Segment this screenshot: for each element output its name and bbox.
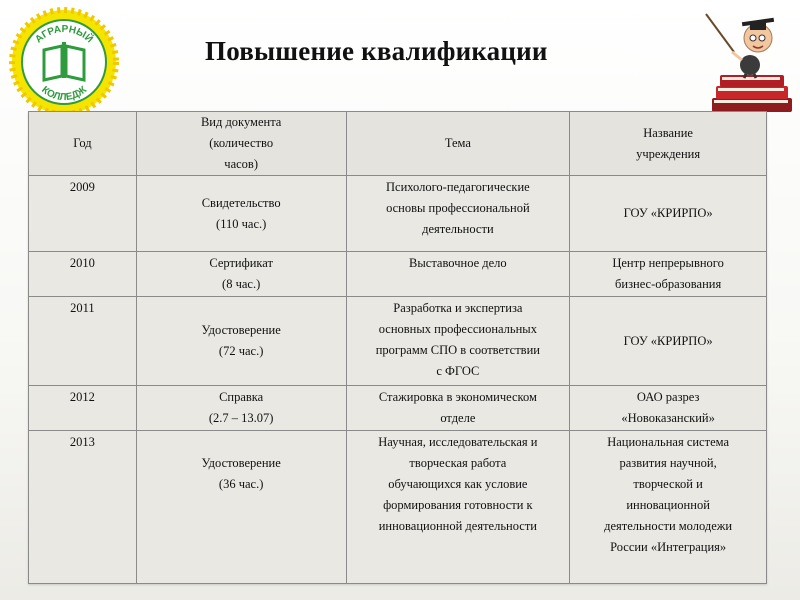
cell-year: 2009: [29, 176, 137, 252]
table-row: [29, 297, 767, 386]
table-row: [29, 252, 767, 297]
cell-document: Справка (2.7 – 13.07): [136, 386, 346, 431]
cell-year: 2011: [29, 297, 137, 386]
header-document: Вид документа (количество часов): [136, 112, 346, 176]
college-logo: [8, 6, 120, 118]
table-row: [29, 176, 767, 252]
table-header-row: [29, 112, 767, 176]
books-stack-icon: [712, 75, 792, 112]
page-title: Повышение квалификации: [205, 36, 548, 66]
cell-topic: Разработка и экспертиза основных профессиональных программ СПО в соответствии с ФГОС: [346, 297, 570, 386]
cell-institution: ГОУ «КРИРПО»: [570, 176, 767, 252]
book-icon: [44, 42, 84, 80]
header-topic: Тема: [346, 112, 570, 176]
cell-document: Удостоверение (36 час.): [136, 431, 346, 584]
cell-document: Удостоверение (72 час.): [136, 297, 346, 386]
cell-institution: Национальная система развития научной, творческой и инновационной деятельности молодежи России «Интеграция»: [570, 431, 767, 584]
cell-document: Свидетельство (110 час.): [136, 176, 346, 252]
cell-document: Сертификат (8 час.): [136, 252, 346, 297]
cell-year: 2010: [29, 252, 137, 297]
cell-year: 2012: [29, 386, 137, 431]
table-row: [29, 431, 767, 584]
cell-year: 2013: [29, 431, 137, 584]
cell-institution: ГОУ «КРИРПО»: [570, 297, 767, 386]
table-row: [29, 386, 767, 431]
professor-mascot-icon: [698, 0, 798, 120]
cell-institution: Центр непрерывного бизнес-образования: [570, 252, 767, 297]
logo-arc-text: АГРАРНЫЙ: [33, 23, 95, 46]
cell-topic: Психолого-педагогические основы профессиональной деятельности: [346, 176, 570, 252]
logo-bottom-text: КОЛЛЕДЖ: [39, 84, 89, 104]
cell-topic: Выставочное дело: [346, 252, 570, 297]
header-institution: Название учреждения: [570, 112, 767, 176]
qualification-table: [28, 111, 767, 584]
cell-topic: Стажировка в экономическом отделе: [346, 386, 570, 431]
cell-topic: Научная, исследовательская и творческая работа обучающихся как условие формирования готовности к инновационной деятельности: [346, 431, 570, 584]
cell-institution: ОАО разрез «Новоказанский»: [570, 386, 767, 431]
header-year: Год: [29, 112, 137, 176]
